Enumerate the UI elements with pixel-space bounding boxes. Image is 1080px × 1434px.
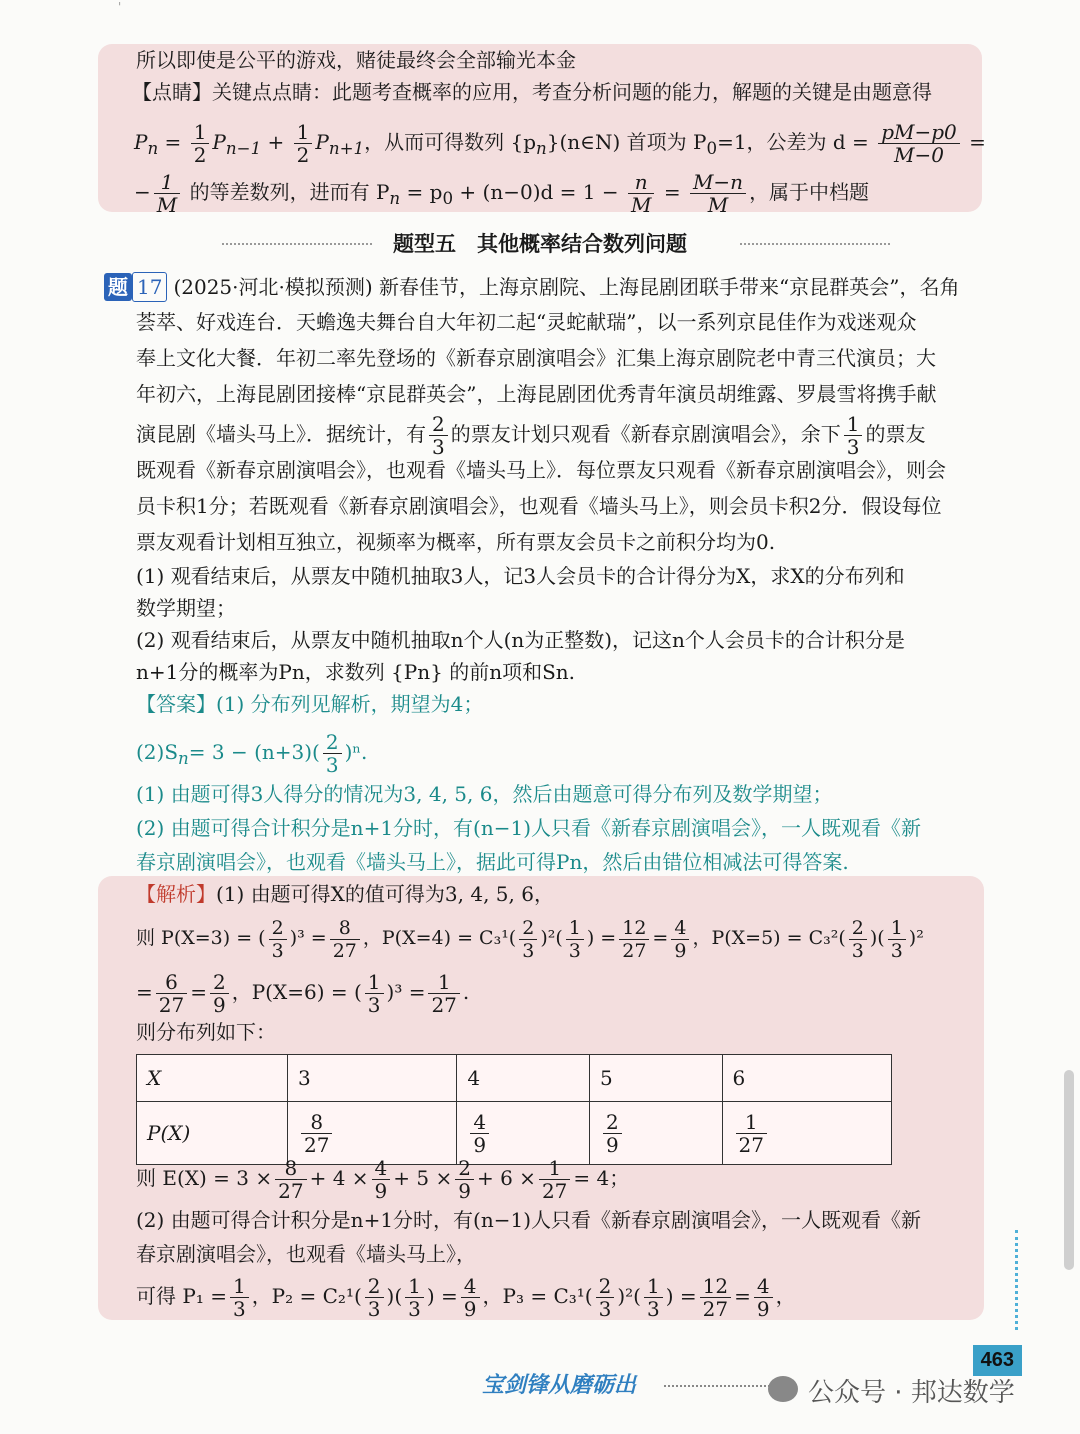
footer-dots (664, 1385, 774, 1387)
solution-line-3: = $\frac{6}{27}$ = $\frac{2}{9}$ ，P(X=6) = ( $\frac{1}{3}$ )³ = $\frac{1}{27}$ . (136, 970, 470, 1017)
table-cell: P(X) (137, 1102, 288, 1165)
table-cell: 6 (722, 1055, 891, 1102)
section-title: 题型五 其他概率结合数列问题 (393, 231, 687, 256)
watermark: 公众号 · 邦达数学 (808, 1378, 1015, 1408)
table-row (137, 1055, 892, 1102)
top-small-mark: ' (118, 0, 122, 14)
table-cell: $\frac{8}{27}$ (288, 1102, 457, 1165)
problem-number: 17 (132, 272, 167, 302)
problem-line-2: 荟萃、好戏连台．天蟾逸夫舞台自大年初二起“灵蛇献瑞”，以一系列京昆佳作为戏迷观众 (136, 310, 917, 334)
problem-line-3: 奉上文化大餐．年初二率先登场的《新春京剧演唱会》汇集上海京剧院老中青三代演员；大 (136, 346, 936, 370)
problem-line-9: (1) 观看结束后，从票友中随机抽取3人，记3人会员卡的合计得分为X，求X的分布列和 (136, 564, 905, 588)
table-cell: $\frac{4}{9}$ (457, 1102, 590, 1165)
problem-line-8: 票友观看计划相互独立，视频率为概率，所有票友会员卡之前积分均为0. (136, 530, 776, 554)
problem-line-12: n+1分的概率为Pn，求数列 {Pn} 的前n项和Sn. (136, 660, 576, 684)
table-cell: X (137, 1055, 288, 1102)
title-divider-right (740, 243, 890, 245)
solution-line-4: 则分布列如下： (136, 1020, 276, 1044)
scrollbar-thumb[interactable] (1064, 1070, 1074, 1270)
problem-line-11: (2) 观看结束后，从票友中随机抽取n个人(n为正整数)，记这n个人会员卡的合计积分是 (136, 628, 905, 652)
problem-line-1: 题 17 (2025·河北·模拟预测) 新春佳节，上海京剧院、上海昆剧团联手带来“京昆群英会”，名角 (104, 272, 959, 302)
hint-line-3: 春京剧演唱会》，也观看《墙头马上》，据此可得Pn，然后由错位相减法可得答案. (136, 850, 849, 874)
table-cell: $\frac{2}{9}$ (589, 1102, 722, 1165)
problem-line-4: 年初六，上海昆剧团接棒“京昆群英会”，上海昆剧团优秀青年演员胡维露、罗晨雪将携手献 (136, 382, 937, 406)
summary-line-2: 【点睛】关键点点睛：此题考查概率的应用，考查分析问题的能力，解题的关键是由题意得 (132, 80, 932, 104)
solution-line-1: 【解析】(1) 由题可得X的值可得为3, 4, 5, 6， (136, 882, 554, 906)
solution-line-2: 则 P(X=3) = ( $\frac{2}{3}$ )³ = $\frac{8}{27}$ ，P(X=4) = C₃¹( $\frac{2}{3}$ )²( $\frac{1}{3}$ ) = $\frac{12}{27}$ = $\frac{4}{9}$ ，P(X=5) = C₃²( $\frac{2}{3}$ )( $\frac{1}{3}$ )² (136, 916, 924, 962)
wechat-icon (768, 1376, 798, 1402)
distribution-table (136, 1054, 892, 1165)
hint-line-2: (2) 由题可得合计积分是n+1分时，有(n−1)人只看《新春京剧演唱会》，一人既观看《新 (136, 816, 922, 840)
answer-line-1: 【答案】(1) 分布列见解析，期望为4； (136, 692, 484, 716)
summary-line-1: 所以即使是公平的游戏，赌徒最终会全部输光本金 (136, 48, 576, 72)
footer-slogan: 宝剑锋从磨砺出 (482, 1372, 637, 1398)
summary-line-4: − $\frac{1}{M}$ 的等差数列，进而有 $P_n = p_0 + (n-0)d = 1$ − $\frac{n}{M}$ = $\frac{M-n}{M}$ ，属于中档题 (134, 170, 870, 217)
table-cell: $\frac{1}{27}$ (722, 1102, 891, 1165)
page-number: 463 (973, 1345, 1022, 1376)
problem-line-10: 数学期望； (136, 596, 236, 620)
table-cell: 3 (288, 1055, 457, 1102)
top-summary-box (98, 44, 986, 217)
part2-line-1: (2) 由题可得合计积分是n+1分时，有(n−1)人只看《新春京剧演唱会》，一人既观看《新 (136, 1208, 922, 1232)
problem-line-7: 员卡积1分；若既观看《新春京剧演唱会》，也观看《墙头马上》，则会员卡积2分．假设每位 (136, 494, 942, 518)
problem-tag: 题 (104, 273, 132, 301)
part2-line-3: 可得 P₁ = $\frac{1}{3}$ ，P₂ = C₂¹( $\frac{2}{3}$ )( $\frac{1}{3}$ ) = $\frac{4}{9}$ ，P₃ = C₃¹( $\frac{2}{3}$ )²( $\frac{1}{3}$ ) = $\frac{12}{27}$ = $\frac{4}{9}$ ， (136, 1274, 796, 1321)
answer-line-2: $(2)S_n= 3 - (n+3)$( $\frac{2}{3}$ )ⁿ. (136, 730, 368, 777)
summary-line-3: $P_n$ = $\frac{1}{2}$ $P_{n-1}$ + $\frac{1}{2}$ $P_{n+1}$，从而可得数列 $\{p_n\}(n\in N)$ 首项为 $P_0=1$，公差为 d = $\frac{pM-p0}{M-0}$ = (134, 120, 986, 167)
problem-line-5: 演昆剧《墙头马上》．据统计，有 $\frac{2}{3}$ 的票友计划只观看《新春京剧演唱会》，余下 $\frac{1}{3}$ 的票友 (136, 412, 926, 459)
problem-line-6: 既观看《新春京剧演唱会》，也观看《墙头马上》．每位票友只观看《新春京剧演唱会》，则会 (136, 458, 946, 482)
hint-line-1: (1) 由题可得3人得分的情况为3, 4, 5, 6，然后由题意可得分布列及数学期望； (136, 782, 833, 806)
margin-dots (1015, 1230, 1018, 1330)
part2-line-2: 春京剧演唱会》，也观看《墙头马上》， (136, 1242, 476, 1266)
table-cell: 4 (457, 1055, 590, 1102)
expectation-line: 则 E(X) = 3 × $\frac{8}{27}$ + 4 × $\frac{4}{9}$ + 5 × $\frac{2}{9}$ + 6 × $\frac{1}{27}$ = 4； (136, 1156, 630, 1203)
table-cell: 5 (589, 1055, 722, 1102)
